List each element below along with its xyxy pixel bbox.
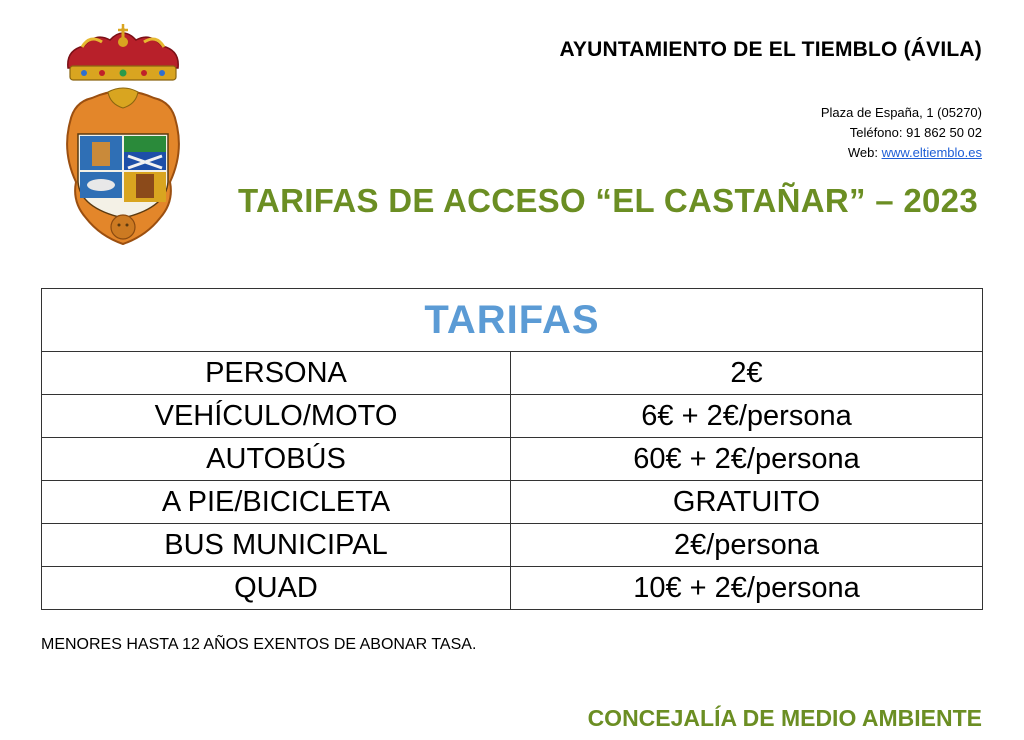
contact-block [821, 103, 982, 163]
tariff-label: A PIE/BICICLETA [42, 481, 511, 524]
web-label: Web: [847, 145, 882, 160]
phone: Teléfono: 91 862 50 02 [849, 125, 982, 140]
tariff-price: 10€ + 2€/persona [511, 567, 983, 610]
table-heading: TARIFAS [42, 289, 983, 352]
web-link[interactable]: www.eltiemblo.es [881, 145, 982, 160]
page-title: TARIFAS DE ACCESO “EL CASTAÑAR” – 2023 [238, 182, 978, 219]
address: Plaza de España, 1 (05270) [820, 105, 982, 120]
organization-name: AYUNTAMIENTO DE EL TIEMBLO (ÁVILA) [559, 38, 982, 61]
tariff-label: AUTOBÚS [42, 438, 511, 481]
table-header-row [42, 289, 983, 352]
table-row [42, 524, 983, 567]
crown-icon [68, 24, 178, 80]
coat-of-arms-icon [62, 22, 184, 248]
tariff-label: VEHÍCULO/MOTO [42, 395, 511, 438]
table-row [42, 438, 983, 481]
tariff-price: 2€ [511, 352, 983, 395]
tariff-price: 60€ + 2€/persona [511, 438, 983, 481]
tariff-label: PERSONA [42, 352, 511, 395]
table-row [42, 352, 983, 395]
table-row [42, 481, 983, 524]
tariff-price: GRATUITO [511, 481, 983, 524]
tariff-label: BUS MUNICIPAL [42, 524, 511, 567]
exemption-note: MENORES HASTA 12 AÑOS EXENTOS DE ABONAR TASA. [41, 636, 477, 653]
web-line [821, 143, 982, 163]
tariff-label: QUAD [42, 567, 511, 610]
table-row [42, 395, 983, 438]
table-row [42, 567, 983, 610]
department-signature: CONCEJALÍA DE MEDIO AMBIENTE [587, 705, 982, 731]
tariff-price: 6€ + 2€/persona [511, 395, 983, 438]
tariff-price: 2€/persona [511, 524, 983, 567]
tariff-table [41, 288, 983, 610]
